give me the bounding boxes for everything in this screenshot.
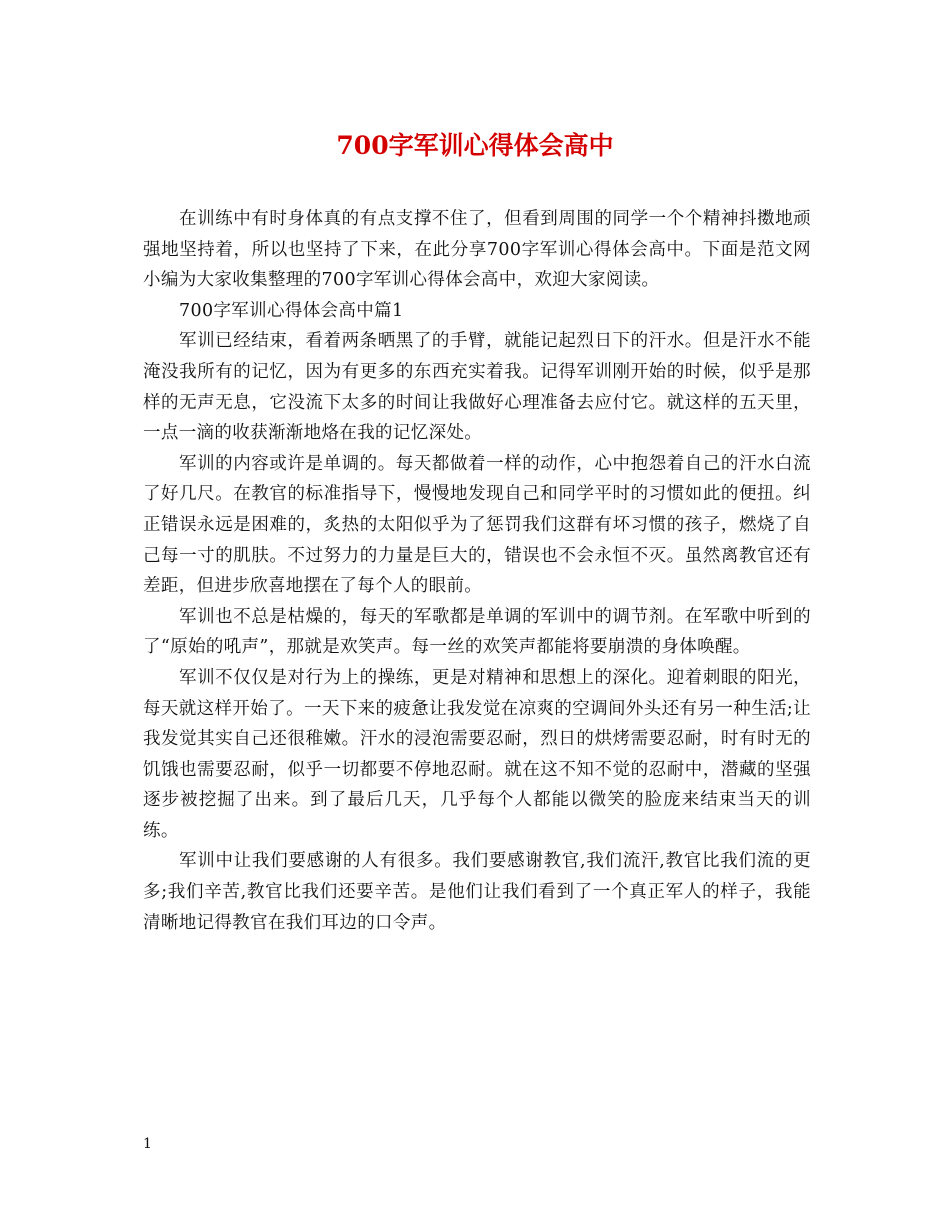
body-paragraph: 军训不仅仅是对行为上的操练，更是对精神和思想上的深化。迎着刺眼的阳光，每天就这样开始了。一天下来的疲惫让我发觉在凉爽的空调间外头还有另一种生活;让我发觉其实自己还很稚嫩。汗水的浸泡需要忍耐，烈日的烘烤需要忍耐，时有时无的饥饿也需要忍耐，似乎一切都要不停地忍耐。就在这不知不觉的忍耐中，潜藏的坚强逐步被挖掘了出来。到了最后几天，几乎每个人都能以微笑的脸庞来结束当天的训练。 bbox=[143, 667, 811, 841]
body-paragraph: 军训已经结束，看着两条晒黑了的手臂，就能记起烈日下的汗水。但是汗水不能淹没我所有的记忆，因为有更多的东西充实着我。记得军训刚开始的时候，似乎是那样的无声无息，它没流下太多的时间让我做好心理准备去应付它。就这样的五天里，一点一滴的收获渐渐地烙在我的记忆深处。 bbox=[143, 331, 811, 444]
body-paragraph: 军训的内容或许是单调的。每天都做着一样的动作，心中抱怨着自己的汗水白流了好几尺。在教官的标准指导下，慢慢地发现自己和同学平时的习惯如此的便扭。纠正错误永远是困难的，炙热的太阳似乎为了惩罚我们这群有坏习惯的孩子，燃烧了自己每一寸的肌肤。不过努力的力量是巨大的，错误也不会永恒不灭。虽然离教官还有差距，但进步欣喜地摆在了每个人的眼前。 bbox=[143, 453, 811, 597]
intro-paragraph: 在训练中有时身体真的有点支撑不住了，但看到周围的同学一个个精神抖擞地顽强地坚持着，所以也坚持了下来，在此分享700字军训心得体会高中。下面是范文网小编为大家收集整理的700字军训心得体会高中，欢迎大家阅读。 bbox=[143, 209, 811, 291]
body-paragraph: 军训也不总是枯燥的，每天的军歌都是单调的军训中的调节剂。在军歌中听到的了“原始的吼声”，那就是欢笑声。每一丝的欢笑声都能将要崩溃的身体唤醒。 bbox=[143, 606, 811, 658]
body-paragraph: 军训中让我们要感谢的人有很多。我们要感谢教官,我们流汗,教官比我们流的更多;我们辛苦,教官比我们还要辛苦。是他们让我们看到了一个真正军人的样子，我能清晰地记得教官在我们耳边的口令声。 bbox=[143, 851, 811, 933]
section-heading: 700字军训心得体会高中篇1 bbox=[179, 300, 404, 321]
document-title: 700字军训心得体会高中 bbox=[336, 131, 614, 160]
page-number: 1 bbox=[143, 1136, 152, 1152]
document-body bbox=[143, 204, 811, 938]
